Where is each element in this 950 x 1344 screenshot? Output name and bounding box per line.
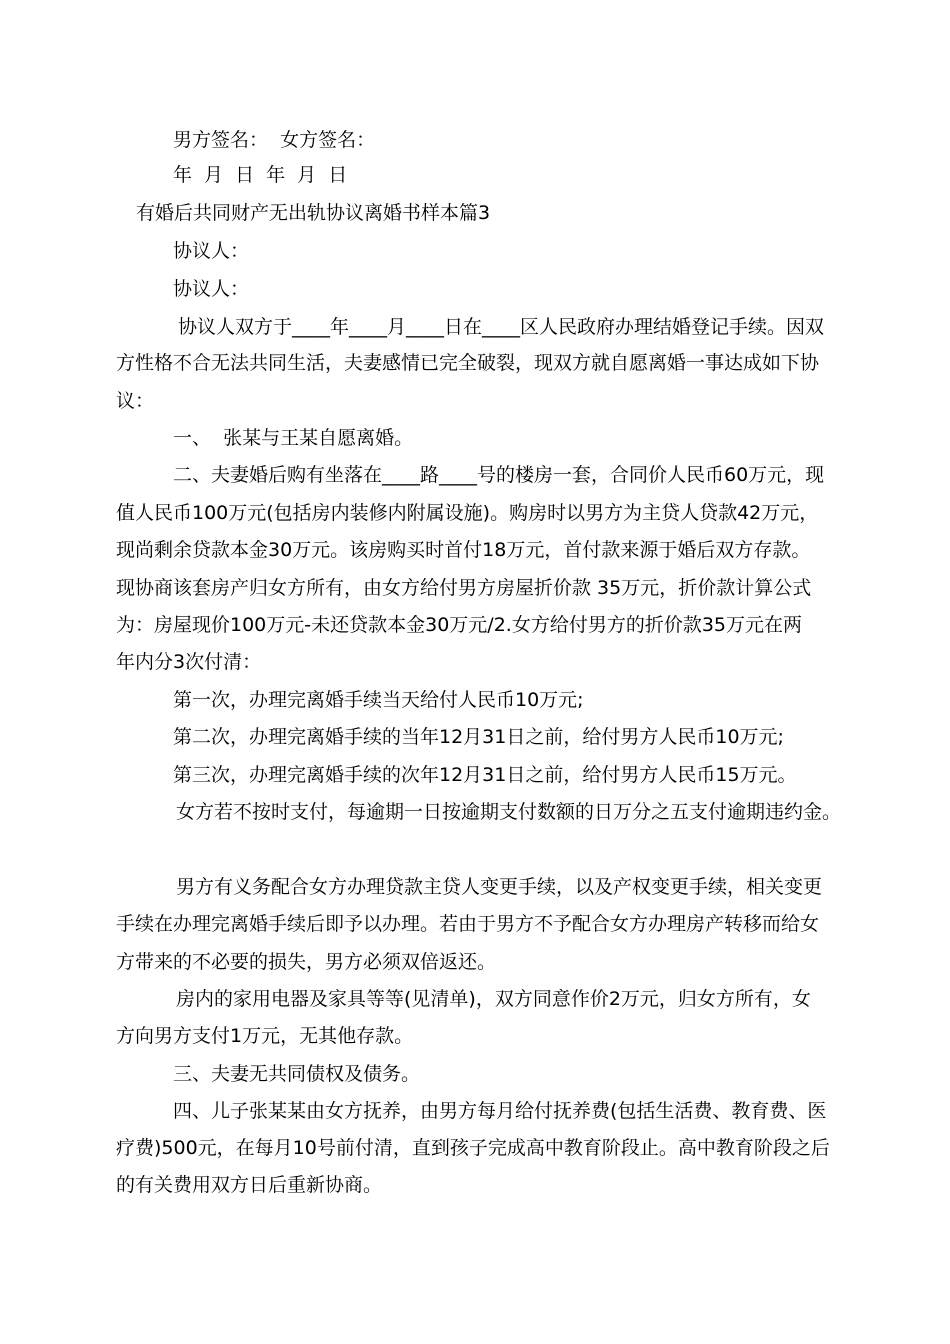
- female-signature-label: 女方签名：: [280, 129, 376, 151]
- party-1-label: 协议人：: [173, 240, 250, 262]
- clause-2-line: 为：房屋现价100万元-未还贷款本金30万元/2.女方给付男方的折价款35万元在两: [116, 614, 803, 636]
- clause-3: 三、夫妻无共同债权及债务。: [173, 1063, 421, 1085]
- clause-2-line: 年内分3次付清：: [116, 651, 262, 673]
- clause-4-line: 的有关费用双方日后重新协商。: [116, 1174, 383, 1196]
- payment-item: 第一次，办理完离婚手续当天给付人民币10万元;: [173, 689, 584, 711]
- date-line: 年 月 日 年 月 日: [173, 164, 348, 186]
- transfer-line: 手续在办理完离婚手续后即予以办理。若由于男方不予配合女方办理房产转移而给女: [116, 913, 820, 935]
- section-title: 有婚后共同财产无出轨协议离婚书样本篇3: [136, 202, 491, 224]
- transfer-line: 男方有义务配合女方办理贷款主贷人变更手续，以及产权变更手续，相关变更: [176, 876, 823, 898]
- clause-4-line: 疗费)500元，在每月10号前付清，直到孩子完成高中教育阶段止。高中教育阶段之后: [116, 1137, 830, 1159]
- payment-item: 第二次，办理完离婚手续的当年12月31日之前，给付男方人民币10万元;: [173, 726, 784, 748]
- signature-line: [173, 127, 375, 153]
- clause-2-line: 现尚剩余贷款本金30万元。该房购买时首付18万元，首付款来源于婚后双方存款。: [116, 539, 811, 561]
- intro-line: 议：: [116, 390, 155, 412]
- party-2-label: 协议人：: [173, 278, 250, 300]
- clause-2-line: 值人民币100万元(包括房内装修内附属设施)。购房时以男方为主贷人贷款42万元，: [116, 502, 819, 524]
- payment-item: 第三次，办理完离婚手续的次年12月31日之前，给付男方人民币15万元。: [173, 764, 797, 786]
- clause-4-line: 四、儿子张某某由女方抚养，由男方每月给付抚养费(包括生活费、教育费、医: [173, 1100, 827, 1122]
- clause-2-line: 现协商该套房产归女方所有，由女方给付男方房屋折价款 35万元，折价款计算公式: [116, 577, 812, 599]
- male-signature-label: 男方签名：: [173, 129, 269, 151]
- transfer-line: 方带来的不必要的损失，男方必须双倍返还。: [116, 951, 497, 973]
- clause-2-line: 二、夫妻婚后购有坐落在____路____号的楼房一套，合同价人民币60万元，现: [173, 464, 825, 486]
- clause-1: 一、 张某与王某自愿离婚。: [173, 427, 414, 449]
- intro-line: 方性格不合无法共同生活，夫妻感情已完全破裂，现双方就自愿离婚一事达成如下协: [116, 352, 820, 374]
- furniture-line: 房内的家用电器及家具等等(见清单)，双方同意作价2万元，归女方所有，女: [176, 988, 811, 1010]
- furniture-line: 方向男方支付1万元，无其他存款。: [116, 1025, 414, 1047]
- penalty-clause: 女方若不按时支付，每逾期一日按逾期支付数额的日万分之五支付逾期违约金。: [176, 801, 842, 823]
- intro-line: 协议人双方于____年____月____日在____区人民政府办理结婚登记手续。因双: [178, 316, 825, 338]
